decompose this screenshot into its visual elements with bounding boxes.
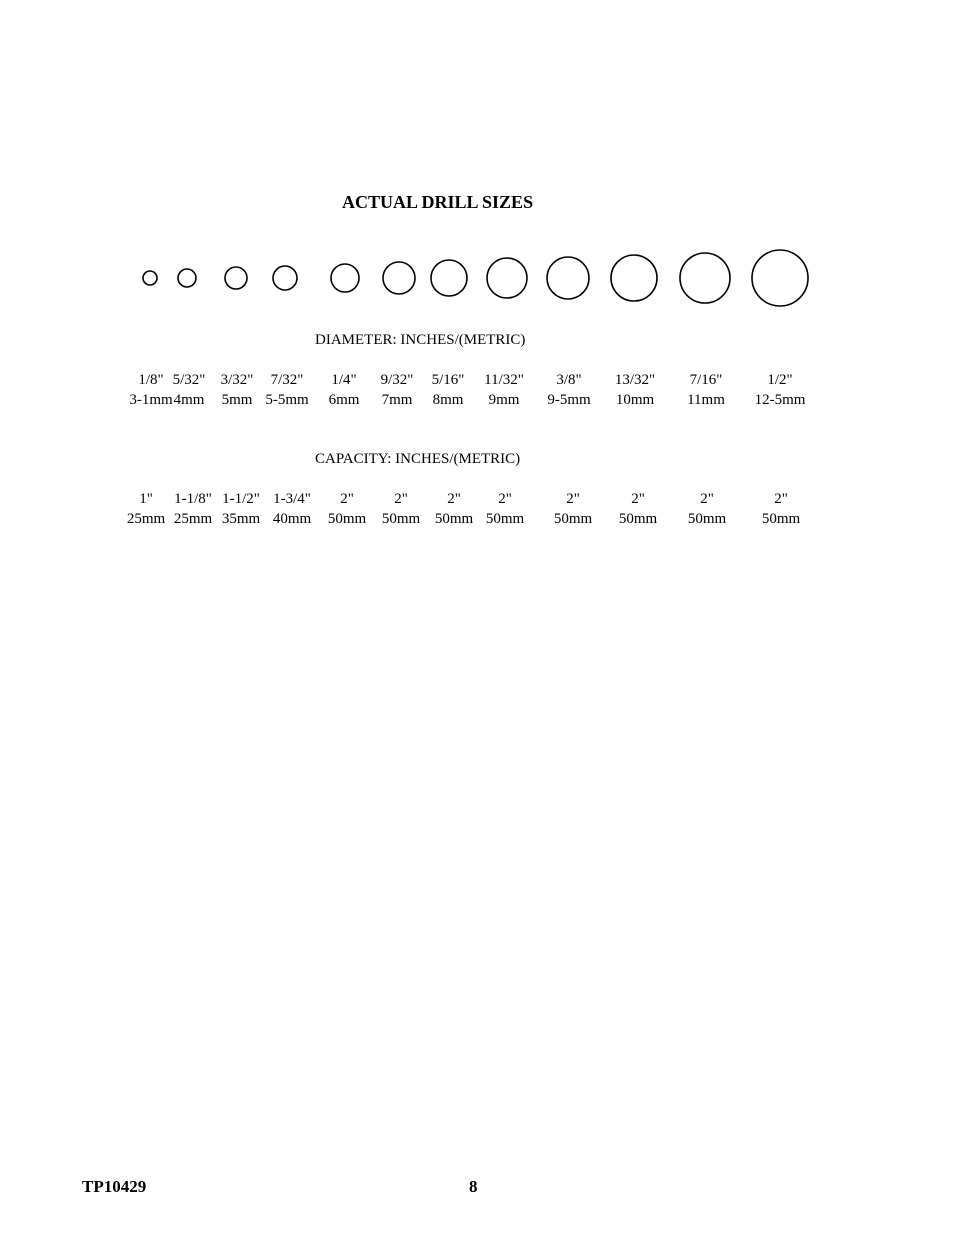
capacity-inch: 2" — [566, 491, 580, 507]
capacity-column — [688, 489, 726, 529]
capacity-label: CAPACITY: INCHES/(METRIC) — [315, 451, 521, 467]
diameter-column — [329, 370, 360, 410]
diameter-column — [432, 370, 465, 410]
capacity-metric: 50mm — [553, 511, 593, 527]
capacity-metric: 50mm — [434, 511, 474, 527]
diameter-inch: 1/2" — [767, 372, 793, 388]
capacity-inch: 1" — [139, 491, 153, 507]
capacity-metric: 50mm — [327, 511, 367, 527]
drill-circle — [331, 264, 359, 292]
diameter-metric: 7mm — [381, 392, 413, 408]
drill-circle — [680, 253, 730, 303]
diameter-inch: 9/32" — [380, 372, 414, 388]
capacity-column — [127, 489, 165, 529]
diameter-column — [547, 370, 590, 410]
diameter-inch: 1/8" — [138, 372, 164, 388]
capacity-inch: 2" — [631, 491, 645, 507]
capacity-metric: 50mm — [485, 511, 525, 527]
diameter-inch: 7/16" — [689, 372, 723, 388]
drill-circle — [752, 250, 808, 306]
capacity-inch: 2" — [774, 491, 788, 507]
capacity-column — [174, 489, 212, 529]
diameter-metric: 9-5mm — [547, 392, 591, 408]
capacity-column — [273, 489, 311, 529]
capacity-inch: 2" — [447, 491, 461, 507]
diameter-column — [265, 370, 308, 410]
diameter-inch: 5/32" — [172, 372, 206, 388]
drill-circle — [431, 260, 467, 296]
capacity-column — [762, 489, 800, 529]
capacity-column — [619, 489, 657, 529]
capacity-column — [382, 489, 420, 529]
diameter-inch: 13/32" — [614, 372, 656, 388]
capacity-inch: 1-1/2" — [222, 491, 260, 507]
capacity-inch: 2" — [700, 491, 714, 507]
drill-circle — [487, 258, 527, 298]
diameter-label: DIAMETER: INCHES/(METRIC) — [315, 332, 526, 348]
page-title: ACTUAL DRILL SIZES — [342, 192, 534, 212]
diameter-metric: 8mm — [432, 392, 464, 408]
diameter-metric: 4mm — [173, 392, 205, 408]
capacity-metric: 25mm — [173, 511, 213, 527]
drill-circle — [611, 255, 657, 301]
diameter-column — [173, 370, 206, 410]
capacity-metric: 25mm — [126, 511, 166, 527]
drill-circle — [383, 262, 415, 294]
capacity-column — [435, 489, 473, 529]
capacity-column — [328, 489, 366, 529]
diameter-metric: 11mm — [687, 392, 725, 408]
diameter-inch: 3/32" — [220, 372, 254, 388]
capacity-metric: 50mm — [618, 511, 658, 527]
capacity-metric: 35mm — [221, 511, 261, 527]
diameter-metric: 5-5mm — [265, 392, 309, 408]
diameter-inch: 3/8" — [556, 372, 582, 388]
diameter-inch: 5/16" — [431, 372, 465, 388]
drill-circle — [273, 266, 297, 290]
diameter-inch: 11/32" — [484, 372, 524, 388]
page-number: 8 — [469, 1177, 478, 1196]
capacity-metric: 50mm — [381, 511, 421, 527]
capacity-column — [486, 489, 524, 529]
diameter-inch: 1/4" — [331, 372, 357, 388]
capacity-inch: 2" — [498, 491, 512, 507]
diameter-column — [687, 370, 725, 410]
diameter-metric: 12-5mm — [754, 392, 806, 408]
diameter-metric: 6mm — [328, 392, 360, 408]
capacity-column — [222, 489, 260, 529]
diameter-metric: 5mm — [221, 392, 253, 408]
drill-circle — [178, 269, 196, 287]
diameter-metric: 10mm — [615, 392, 655, 408]
capacity-metric: 50mm — [687, 511, 727, 527]
document-code: TP10429 — [82, 1177, 147, 1196]
capacity-inch: 2" — [340, 491, 354, 507]
drill-circle — [547, 257, 589, 299]
diameter-column — [484, 370, 524, 410]
capacity-inch: 2" — [394, 491, 408, 507]
diameter-column — [221, 370, 254, 410]
capacity-metric: 50mm — [761, 511, 801, 527]
capacity-inch: 1-1/8" — [174, 491, 212, 507]
diameter-column — [129, 370, 172, 410]
diameter-metric: 3-1mm — [129, 392, 173, 408]
diameter-column — [381, 370, 414, 410]
diameter-column — [755, 370, 806, 410]
diameter-inch: 7/32" — [270, 372, 304, 388]
diameter-column — [615, 370, 655, 410]
drill-size-circles — [0, 0, 954, 330]
capacity-inch: 1-3/4" — [273, 491, 311, 507]
drill-circle — [225, 267, 247, 289]
diameter-metric: 9mm — [488, 392, 520, 408]
drill-circle — [143, 271, 157, 285]
capacity-metric: 40mm — [272, 511, 312, 527]
capacity-column — [554, 489, 592, 529]
